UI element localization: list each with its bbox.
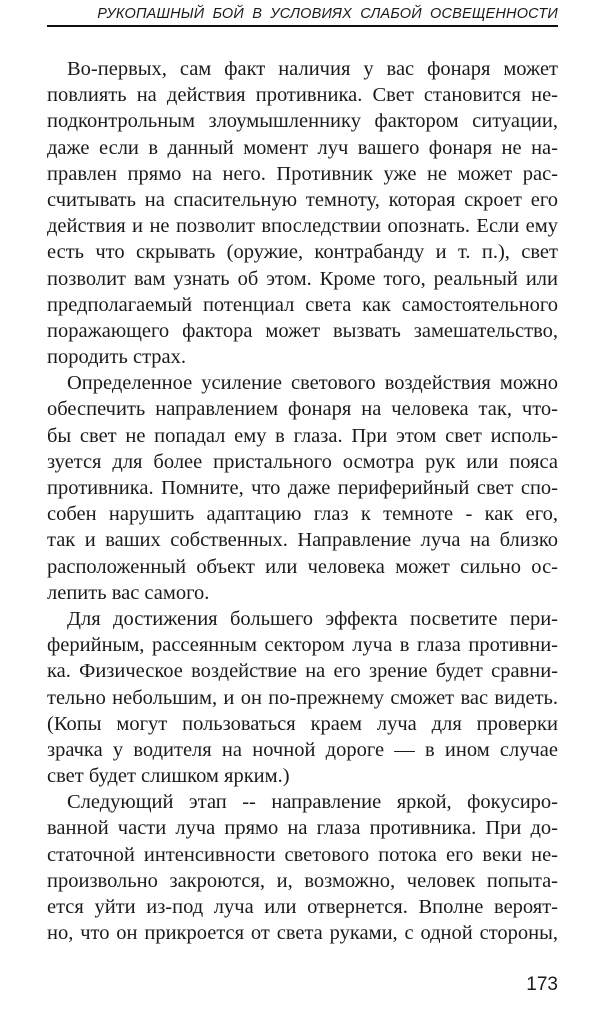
paragraph [47, 789, 558, 946]
paragraph [47, 56, 558, 370]
text-line: подконтрольным злоумышленнику фактором ситуации, [47, 110, 558, 133]
page-number: 173 [526, 974, 558, 995]
text-line: свет будет слишком ярким.) [47, 765, 290, 788]
text-line: расположенный объект или человека может сильно ос- [47, 555, 558, 578]
text-line: действия и не позволит впоследствии опознать. Если ему [47, 215, 558, 238]
text-line: зрачка у водителя на ночной дороге — в ином случае [47, 738, 558, 761]
text-line: породить страх. [47, 346, 186, 369]
text-line: поражающего фактора может вызвать замешательство, [47, 319, 558, 342]
text-line: но, что он прикроется от света руками, с одной стороны, [47, 922, 558, 945]
text-line: правлен прямо на него. Противник уже не может рас- [47, 162, 558, 185]
text-line: произвольно закроются, и, возможно, человек попыта- [47, 869, 558, 892]
text-line: есть что скрывать (оружие, контрабанду и т. п.), свет [47, 241, 558, 264]
text-line: позволит вам узнать об этом. Кроме того, реальный или [47, 267, 558, 290]
text-line: тельно небольшим, и он по-прежнему сможет вас видеть. [47, 686, 558, 709]
text-line: Следующий этап -- направление яркой, фокусиро- [67, 791, 558, 814]
text-line: противника. Помните, что даже периферийный свет спо- [47, 477, 558, 499]
text-line: зуется для более пристального осмотра рук или пояса [47, 450, 558, 473]
text-line: ванной части луча прямо на глаза противника. При до- [47, 817, 558, 840]
text-line: (Копы могут пользоваться краем луча для проверки [47, 712, 558, 735]
body-text [47, 56, 558, 946]
text-line: обеспечить направлением фонаря на человека так, что- [47, 398, 558, 421]
text-line: ка. Физическое воздействие на его зрение будет сравни- [47, 660, 558, 683]
running-head: РУКОПАШНЫЙ БОЙ В УСЛОВИЯХ СЛАБОЙ ОСВЕЩЕННОСТИ [47, 6, 558, 27]
text-line: Для достижения большего эффекта посветите пери- [67, 607, 558, 630]
text-line: считывать на спасительную темноту, которая скроет его [47, 188, 558, 211]
text-line: предполагаемый потенциал света как самостоятельного [47, 293, 558, 316]
text-line: Во-первых, сам факт наличия у вас фонаря может [67, 58, 558, 80]
text-line: статочной интенсивности светового потока его веки не- [47, 843, 558, 866]
text-line: ется уйти из-под луча или отвернется. Вполне вероят- [47, 896, 558, 918]
text-line: ферийным, рассеянным сектором луча в глаза противни- [47, 634, 558, 657]
paragraph [47, 606, 558, 789]
text-line: повлиять на действия противника. Свет становится не- [47, 84, 558, 107]
text-line: собен нарушить адаптацию глаз к темноте - как его, [47, 503, 558, 526]
text-line: даже если в данный момент луч вашего фонаря не на- [47, 136, 558, 159]
text-line: бы свет не попадал ему в глаза. При этом свет исполь- [47, 424, 558, 447]
text-line: лепить вас самого. [47, 581, 210, 604]
paragraph [47, 370, 558, 606]
text-line: так и ваших собственных. Направление луча на близко [47, 529, 558, 552]
text-line: Определенное усиление светового воздействия можно [67, 372, 558, 395]
